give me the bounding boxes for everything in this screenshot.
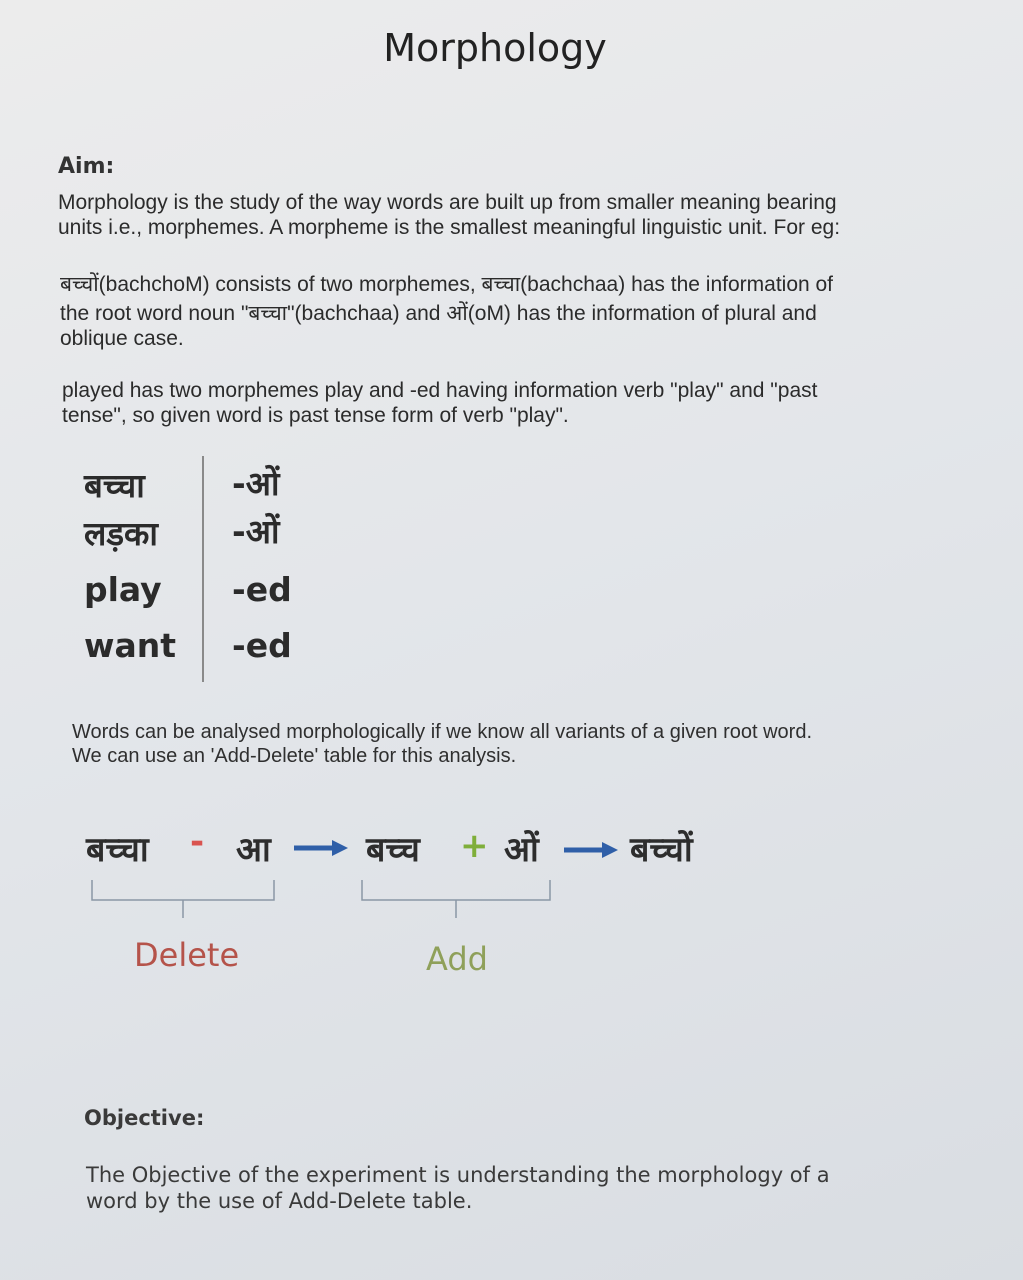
analysis-line: Words can be analysed morphologically if we know all variants of a given root word. <box>72 721 812 743</box>
analysis-line: We can use an 'Add-Delete' table for this analysis. <box>72 745 517 767</box>
objective-line: word by the use of Add-Delete table. <box>86 1189 473 1213</box>
example-paragraph-hindi <box>60 272 833 351</box>
example-line: oblique case. <box>60 327 184 350</box>
delete-brace <box>88 878 288 922</box>
objective-heading: Objective: <box>84 1106 205 1130</box>
delete-label: Delete <box>134 936 240 974</box>
example-line: played has two morphemes play and -ed having information verb "play" and "past <box>62 379 818 402</box>
equation-added-part: ओं <box>504 830 539 870</box>
table-suffix-cell: -ओं <box>232 512 280 551</box>
right-arrow-icon <box>292 838 350 858</box>
table-divider <box>202 456 204 682</box>
table-suffix-cell: -ed <box>232 626 292 665</box>
minus-sign: - <box>190 822 205 862</box>
table-root-cell: want <box>84 626 177 665</box>
table-root-cell: play <box>84 570 162 609</box>
equation-deleted-part: आ <box>236 830 271 870</box>
example-line: the root word noun "बच्चा"(bachchaa) and ओं(oM) has the information of plural and <box>60 302 817 325</box>
aim-heading: Aim: <box>58 154 115 179</box>
table-root-cell: लड़का <box>84 514 158 553</box>
page-title: Morphology <box>383 26 607 70</box>
table-root-cell: बच्चा <box>84 466 145 505</box>
table-suffix-cell: -ed <box>232 570 292 609</box>
analysis-paragraph <box>72 720 812 768</box>
equation-stem: बच्च <box>366 830 420 870</box>
objective-paragraph <box>86 1162 830 1214</box>
add-label: Add <box>426 940 488 978</box>
plus-sign: + <box>460 826 489 866</box>
equation-result: बच्चों <box>630 830 693 870</box>
equation-root-word: बच्चा <box>86 830 149 870</box>
aim-line: Morphology is the study of the way words are built up from smaller meaning bearing <box>58 191 837 214</box>
example-line: बच्चों(bachchoM) consists of two morphemes, बच्चा(bachchaa) has the information of <box>60 273 834 296</box>
add-brace <box>358 878 558 922</box>
morpheme-table <box>78 456 308 682</box>
table-suffix-cell: -ओं <box>232 464 280 503</box>
right-arrow-icon <box>562 840 620 860</box>
aim-paragraph <box>58 190 840 240</box>
objective-line: The Objective of the experiment is understanding the morphology of a <box>86 1163 830 1187</box>
example-line: tense", so given word is past tense form of verb "play". <box>62 404 569 427</box>
aim-line: units i.e., morphemes. A morpheme is the smallest meaningful linguistic unit. For eg: <box>58 216 841 239</box>
example-paragraph-english <box>62 378 817 428</box>
